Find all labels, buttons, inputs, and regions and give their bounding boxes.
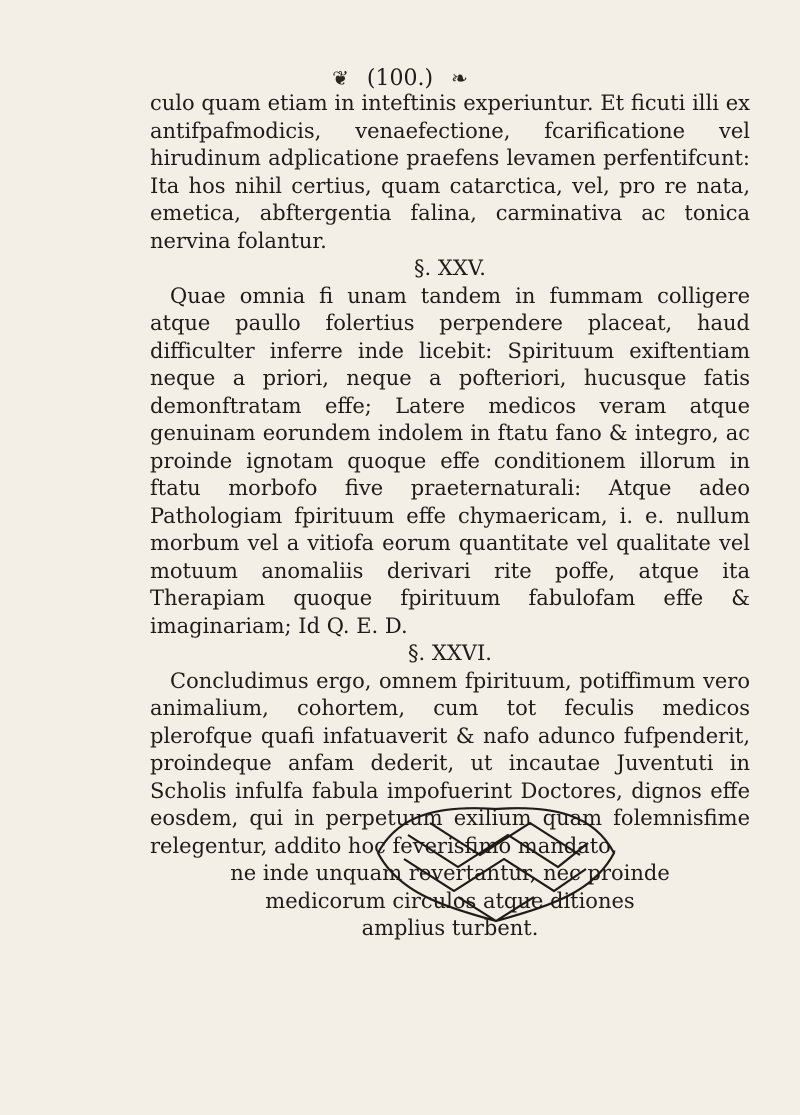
closing-line-2: medicorum circulos atque ditiones (265, 888, 635, 913)
tailpiece-ornament-icon (368, 795, 624, 935)
paragraph-xxvi: Concludimus ergo, omnem fpirituum, potiffimum vero animalium, cohortem, cum tot feculis medicos plerofque quafi infatuaverit & nafo adunco fufpenderit, proindeque anfam dederit, ut incautae Juventuti in Scholis infulfa fabula impofuerint Doctores, dignos effe eosdem, qui in perpetuum exilium quam folemnisfime relegentur, addito hoc feverisfimo mandato, (150, 668, 750, 858)
closing-line-3: amplius turbent. (361, 916, 539, 940)
right-ornament: ❧ (451, 66, 468, 90)
paragraph-xxv: Quae omnia fi unam tandem in fummam colligere atque paullo folertius perpendere placeat, haud difficulter inferre inde licebit: Spirituum exiftentiam neque a priori, neque a pofteriori, hucusque fatis demonftratam effe; Latere medicos veram atque genuinam eorundem indolem in ftatu fano & integro, ac proinde ignotam quoque effe conditionem illorum in ftatu morbofo five praeternaturali: Atque adeo Pathologiam fpirituum effe chymaericam, i. e. nullum morbum vel a vitiofa eorum quantitate vel qualitate vel motuum anomaliis derivari rite poffe, atque ita Therapiam quoque fpirituum fabulofam effe & imaginariam; Id Q. E. D. (150, 283, 750, 638)
section-heading-xxv: §. XXV. (414, 256, 486, 280)
left-ornament: ❦ (332, 66, 349, 90)
section-heading-xxvi: §. XXVI. (408, 641, 492, 665)
page-number: (100.) (366, 65, 434, 91)
closing-line-1: ne inde unquam revertantur, nec proinde (230, 861, 670, 885)
paragraph-continuation: culo quam etiam in inteftinis experiuntur. Et ficuti illi ex antifpafmodicis, venaefectione, fcarificatione vel hirudinum adplicatione praefens levamen perfentifcunt: Ita hos nihil certius, quam catarctica, vel, pro re nata, emetica, abftergentia falina, carminativa ac tonica nervina folantur. (150, 91, 750, 253)
